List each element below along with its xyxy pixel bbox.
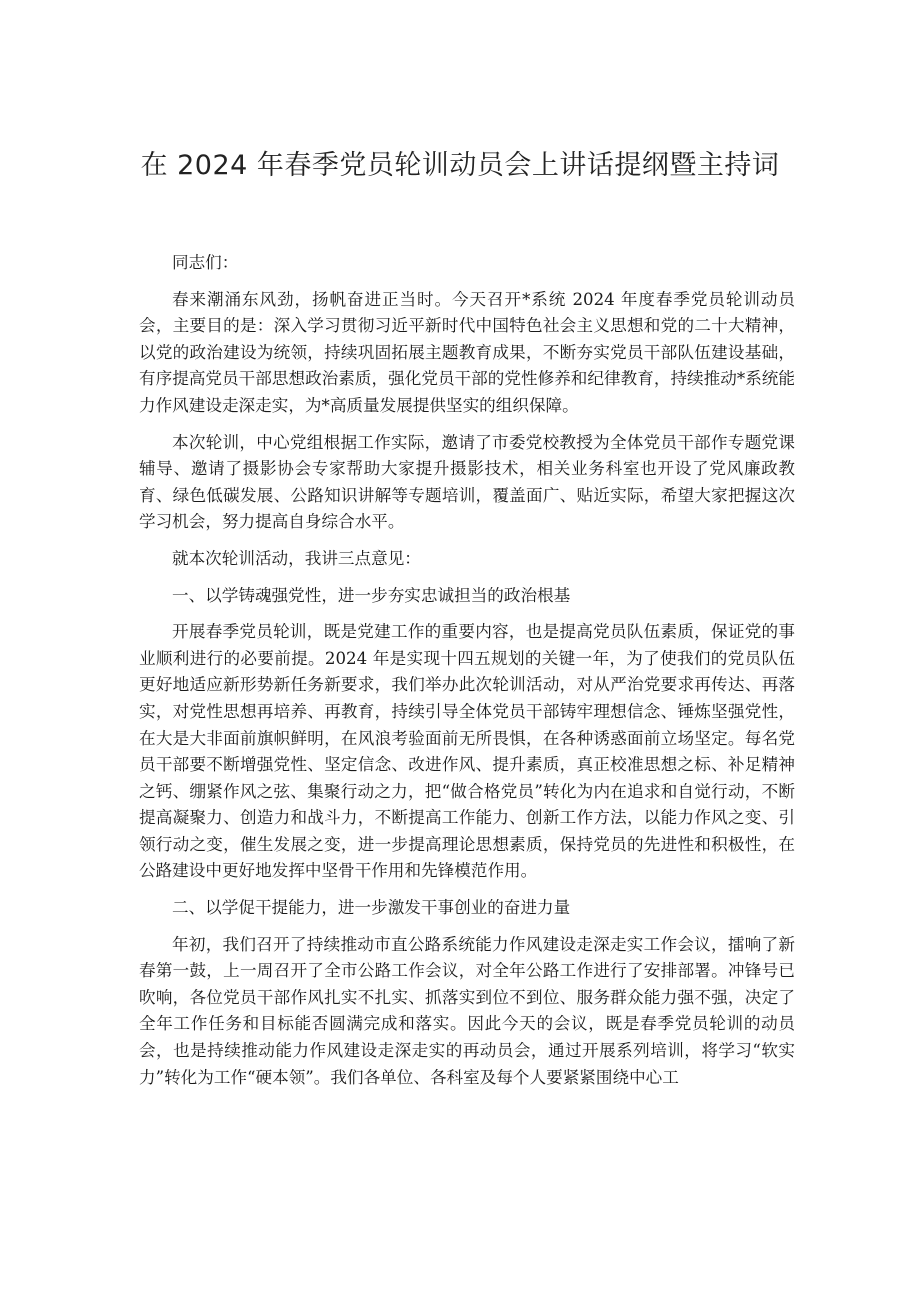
section-2-heading: 二、以学促干提能力，进一步激发干事创业的奋进力量: [172, 898, 571, 918]
section-1-heading: 一、以学铸魂强党性，进一步夯实忠诚担当的政治根基: [172, 585, 571, 605]
document-body: [139, 250, 795, 1101]
paragraph-opening: 春来潮涌东风劲，扬帆奋进正当时。今天召开*系统 2024 年度春季党员轮训动员会，主要目的是：深入学习贯彻习近平新时代中国特色社会主义思想和党的二十大精神，以党的政治建设为统领，持续巩固拓展主题教育成果，不断夯实党员干部队伍建设基础，有序提高党员干部思想政治素质，强化党员干部的党性修养和纪律教育，持续推动*系统能力作风建设走深走实，为*高质量发展提供坚实的组织保障。: [139, 289, 795, 415]
paragraph-training: 本次轮训，中心党组根据工作实际，邀请了市委党校教授为全体党员干部作专题党课辅导、邀请了摄影协会专家帮助大家提升摄影技术，相关业务科室也开设了党风廉政教育、绿色低碳发展、公路知识讲解等专题培训，覆盖面广、贴近实际，希望大家把握这次学习机会，努力提高自身综合水平。: [139, 432, 795, 532]
section-2-paragraph: 年初，我们召开了持续推动市直公路系统能力作风建设走深走实工作会议，擂响了新春第一鼓，上一周召开了全市公路工作会议，对全年公路工作进行了安排部署。冲锋号已吹响，各位党员干部作风扎实不扎实、抓落实到位不到位、服务群众能力强不强，决定了全年工作任务和目标能否圆满完成和落实。因此今天的会议，既是春季党员轮训的动员会，也是持续推动能力作风建设走深走实的再动员会，通过开展系列培训，将学习“软实力”转化为工作“硬本领”。我们各单位、各科室及每个人要紧紧围绕中心工: [139, 934, 795, 1087]
page-title: 在 2024 年春季党员轮训动员会上讲话提纲暨主持词: [140, 150, 780, 181]
paragraph-intro-points: 就本次轮训活动，我讲三点意见：: [172, 548, 421, 568]
section-1-paragraph: 开展春季党员轮训，既是党建工作的重要内容，也是提高党员队伍素质，保证党的事业顺利进行的必要前提。2024 年是实现十四五规划的关键一年，为了使我们的党员队伍更好地适应新形势新任务新要求，我们举办此次轮训活动，对从严治党要求再传达、再落实，对党性思想再培养、再教育，持续引导全体党员干部铸牢理想信念、锤炼坚强党性，在大是大非面前旗帜鲜明，在风浪考验面前无所畏惧，在各种诱惑面前立场坚定。每名党员干部要不断增强党性、坚定信念、改进作风、提升素质，真正校准思想之标、补足精神之钙、绷紧作风之弦、集聚行动之力，把“做合格党员”转化为内在追求和自觉行动，不断提高凝聚力、创造力和战斗力，不断提高工作能力、创新工作方法，以能力作风之变、引领行动之变，催生发展之变，进一步提高理论思想素质，保持党员的先进性和积极性，在公路建设中更好地发挥中坚骨干作用和先锋模范作用。: [139, 622, 795, 881]
greeting: 同志们：: [172, 253, 239, 272]
